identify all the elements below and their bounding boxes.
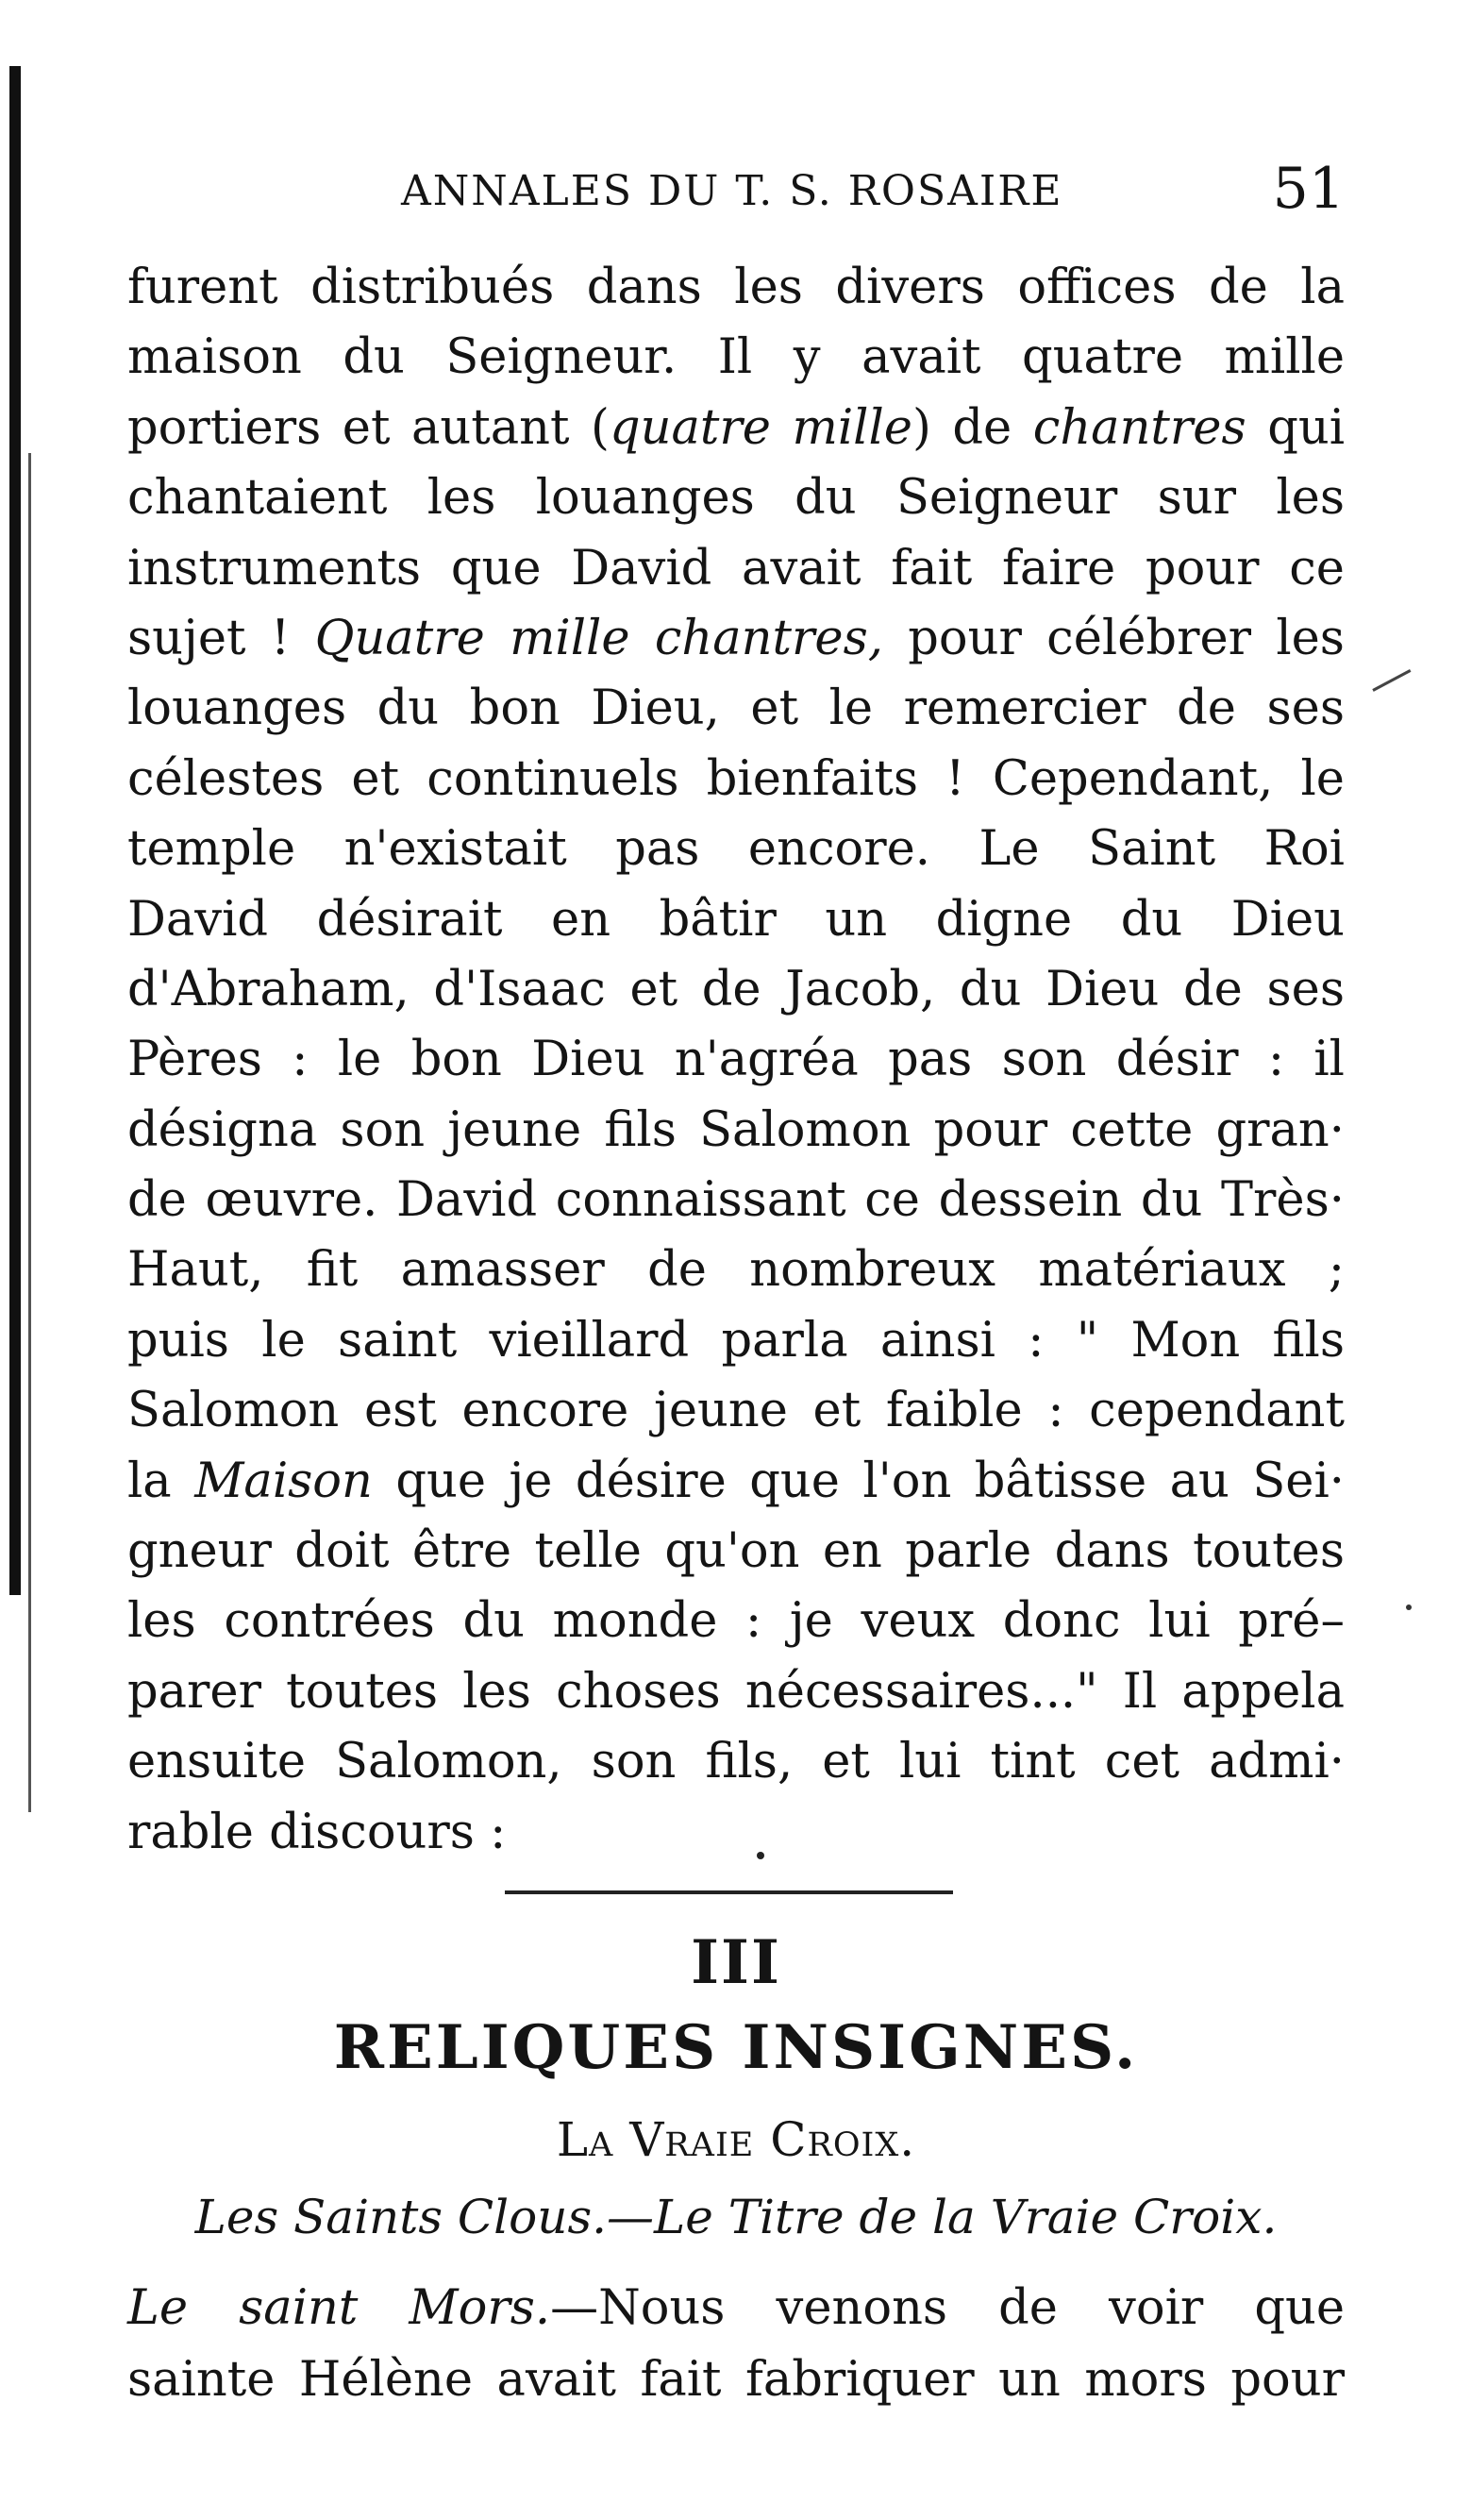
ornament-dot [757, 1852, 764, 1859]
text-line [127, 534, 1345, 604]
text-line [127, 323, 1345, 393]
page-number: 51 [1272, 156, 1345, 222]
text-run: célestes et continuels bienfaits ! Cependant, le [127, 750, 1345, 807]
text-line [127, 2273, 1345, 2344]
text-run: gneur doit être telle qu'on en parle dans toutes [127, 1523, 1345, 1580]
body-paragraph [127, 253, 1345, 1868]
text-line [127, 1166, 1345, 1235]
text-line [127, 2344, 1345, 2416]
text-run: maison du Seigneur. Il y avait quatre mille [127, 329, 1345, 386]
running-title: ANNALES DU T. S. ROSAIRE [401, 167, 1063, 215]
text-line [127, 1587, 1345, 1656]
section-paragraph [127, 2273, 1345, 2416]
text-line [127, 463, 1345, 533]
text-run: la [127, 1453, 195, 1509]
text-run: temple n'existait pas encore. Le Saint Roi [127, 821, 1345, 878]
text-run: chantaient les louanges du Seigneur sur les [127, 470, 1345, 527]
italic-text: chantres [1032, 399, 1246, 456]
text-run: rable discours : [127, 1804, 507, 1860]
section-number: III [691, 1927, 781, 1998]
text-run: David désirait en bâtir un digne du Dieu [127, 891, 1345, 948]
text-line [127, 815, 1345, 884]
page-edge-line [28, 453, 31, 1812]
text-run: sainte Hélène avait fait fabriquer un mors pour [127, 2352, 1345, 2408]
text-run: —Nous venons de voir que [550, 2280, 1346, 2336]
text-run: ensuite Salomon, son fils, et lui tint cet admi· [127, 1734, 1345, 1790]
page-edge-shadow [9, 66, 21, 1595]
section-title: RELIQUES INSIGNES. [333, 2012, 1139, 2083]
text-line [127, 604, 1345, 674]
text-run: louanges du bon Dieu, et le remercier de ses [127, 680, 1345, 737]
margin-dot [1406, 1604, 1412, 1610]
text-line [127, 955, 1345, 1025]
text-line [127, 1727, 1345, 1797]
text-run: d'Abraham, d'Isaac et de Jacob, du Dieu de ses [127, 961, 1345, 1017]
text-run: sujet ! [127, 610, 315, 666]
italic-text: quatre mille [609, 399, 912, 456]
text-run: Haut, fit amasser de nombreux matériaux ; [127, 1242, 1345, 1299]
text-line [127, 745, 1345, 815]
text-line [127, 253, 1345, 323]
text-run: de œuvre. David connaissant ce dessein du Très· [127, 1172, 1345, 1229]
text-run: ) de [912, 399, 1033, 456]
text-run: les contrées du monde : je veux donc lui pré– [127, 1593, 1345, 1650]
italic-text: Maison [194, 1453, 373, 1509]
text-line [127, 1376, 1345, 1446]
text-line [127, 394, 1345, 463]
section-divider [505, 1890, 953, 1894]
text-line [127, 1798, 1345, 1868]
text-run: furent distribués dans les divers offices de la [127, 260, 1345, 315]
text-line [127, 1657, 1345, 1727]
text-run: pour célébrer les [882, 610, 1345, 666]
text-run: que je désire que l'on bâtisse au Sei· [372, 1453, 1345, 1509]
italic-text: Quatre mille chantres, [314, 610, 883, 666]
text-line [127, 1235, 1345, 1305]
text-line [127, 674, 1345, 744]
text-line [127, 1096, 1345, 1166]
text-run: instruments que David avait fait faire pour ce [127, 540, 1345, 596]
text-line [127, 1517, 1345, 1587]
text-run: Salomon est encore jeune et faible : cependant [127, 1383, 1345, 1439]
text-run: puis le saint vieillard parla ainsi : " Mon fils [127, 1312, 1345, 1369]
text-run: qui [1246, 399, 1345, 456]
section-topics: Les Saints Clous.—Le Titre de la Vraie Croix. [194, 2190, 1278, 2244]
text-run: désigna son jeune fils Salomon pour cette gran· [127, 1101, 1345, 1158]
text-line [127, 1306, 1345, 1376]
text-line [127, 1447, 1345, 1517]
text-line [127, 885, 1345, 955]
section-subtitle: La Vraie Croix. [556, 2112, 916, 2167]
text-run: portiers et autant ( [127, 399, 610, 456]
italic-text: Le saint Mors. [127, 2280, 551, 2336]
page-header [127, 156, 1345, 222]
text-line [127, 1025, 1345, 1095]
text-run: Pères : le bon Dieu n'agréa pas son désir : il [127, 1032, 1345, 1088]
text-run: parer toutes les choses nécessaires..." Il appela [127, 1663, 1345, 1720]
margin-mark [1372, 669, 1411, 692]
